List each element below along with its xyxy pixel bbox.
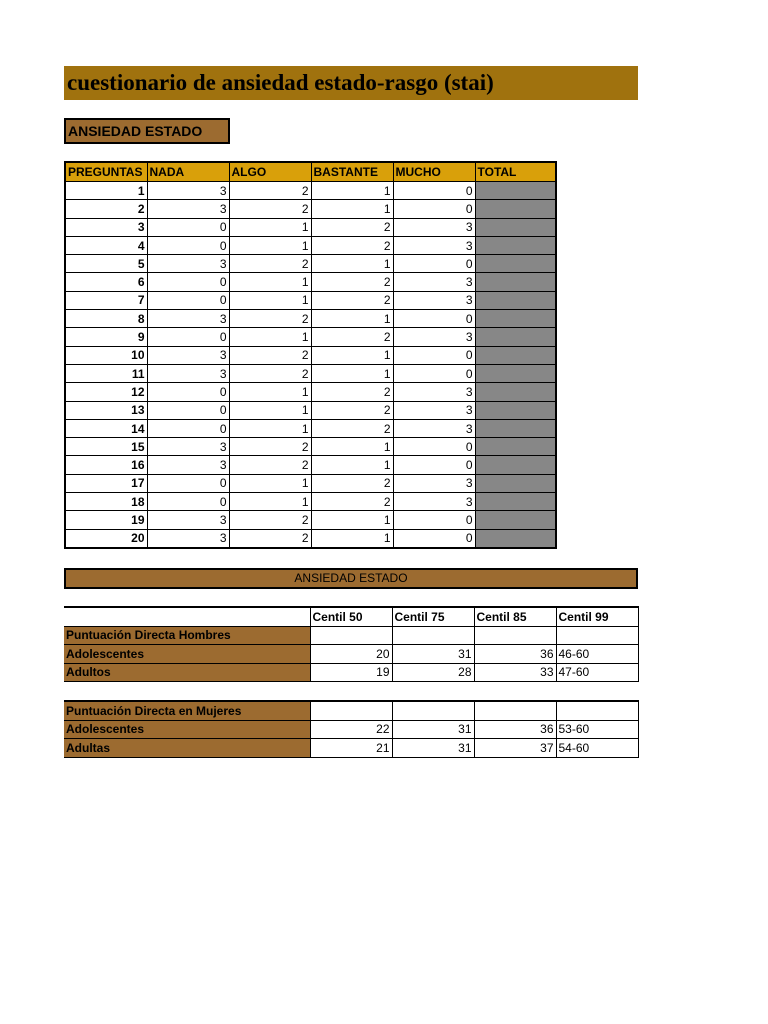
algo-cell: 2 [229, 255, 311, 273]
range-cell: 54-60 [556, 739, 638, 758]
bastante-cell: 1 [311, 529, 393, 548]
mucho-cell: 0 [393, 310, 475, 328]
hombres-adolescentes-row [64, 645, 638, 664]
question-row [65, 401, 556, 419]
header-total: TOTAL [475, 162, 556, 182]
algo-cell: 1 [229, 401, 311, 419]
total-cell[interactable] [475, 346, 556, 364]
mucho-cell: 0 [393, 255, 475, 273]
algo-cell: 2 [229, 364, 311, 382]
algo-cell: 2 [229, 529, 311, 548]
total-cell[interactable] [475, 364, 556, 382]
bastante-cell: 2 [311, 401, 393, 419]
total-cell[interactable] [475, 438, 556, 456]
bastante-cell: 1 [311, 456, 393, 474]
bastante-cell: 1 [311, 200, 393, 218]
total-cell[interactable] [475, 291, 556, 309]
question-row [65, 328, 556, 346]
mujeres-adultas-row [64, 739, 638, 758]
value-cell: 31 [392, 720, 474, 739]
empty-cell [310, 626, 392, 645]
nada-cell: 3 [147, 255, 229, 273]
mucho-cell: 3 [393, 218, 475, 236]
bastante-cell: 2 [311, 493, 393, 511]
mucho-cell: 3 [393, 236, 475, 254]
value-cell: 36 [474, 720, 556, 739]
empty-cell [556, 701, 638, 720]
mujeres-label-row [64, 701, 638, 720]
algo-cell: 2 [229, 511, 311, 529]
nada-cell: 3 [147, 364, 229, 382]
hombres-adultos-row [64, 663, 638, 682]
bastante-cell: 2 [311, 218, 393, 236]
algo-cell: 1 [229, 218, 311, 236]
algo-cell: 1 [229, 328, 311, 346]
pregunta-cell: 9 [65, 328, 147, 346]
nada-cell: 0 [147, 273, 229, 291]
pregunta-cell: 13 [65, 401, 147, 419]
pregunta-cell: 4 [65, 236, 147, 254]
nada-cell: 3 [147, 182, 229, 200]
bastante-cell: 1 [311, 310, 393, 328]
mucho-cell: 0 [393, 438, 475, 456]
total-cell[interactable] [475, 493, 556, 511]
total-cell[interactable] [475, 529, 556, 548]
algo-cell: 1 [229, 419, 311, 437]
question-row [65, 346, 556, 364]
header-bastante: BASTANTE [311, 162, 393, 182]
bastante-cell: 2 [311, 291, 393, 309]
empty-cell [64, 607, 310, 626]
header-preguntas: PREGUNTAS [65, 162, 147, 182]
nada-cell: 3 [147, 346, 229, 364]
pregunta-cell: 3 [65, 218, 147, 236]
algo-cell: 2 [229, 182, 311, 200]
mucho-cell: 3 [393, 474, 475, 492]
algo-cell: 1 [229, 273, 311, 291]
mujeres-adolescentes-row [64, 720, 638, 739]
question-row [65, 273, 556, 291]
empty-cell [310, 701, 392, 720]
bastante-cell: 1 [311, 511, 393, 529]
row-label: Adultos [64, 663, 310, 682]
bastante-cell: 2 [311, 236, 393, 254]
pregunta-cell: 14 [65, 419, 147, 437]
total-cell[interactable] [475, 200, 556, 218]
question-row [65, 182, 556, 200]
nada-cell: 0 [147, 291, 229, 309]
total-cell[interactable] [475, 255, 556, 273]
value-cell: 28 [392, 663, 474, 682]
mucho-cell: 0 [393, 511, 475, 529]
pregunta-cell: 19 [65, 511, 147, 529]
algo-cell: 1 [229, 291, 311, 309]
mucho-cell: 3 [393, 383, 475, 401]
mucho-cell: 0 [393, 529, 475, 548]
mucho-cell: 0 [393, 364, 475, 382]
range-cell: 46-60 [556, 645, 638, 664]
value-cell: 21 [310, 739, 392, 758]
algo-cell: 1 [229, 493, 311, 511]
question-row [65, 383, 556, 401]
pregunta-cell: 15 [65, 438, 147, 456]
nada-cell: 3 [147, 438, 229, 456]
total-cell[interactable] [475, 236, 556, 254]
mucho-cell: 3 [393, 273, 475, 291]
value-cell: 31 [392, 739, 474, 758]
questions-header-row [65, 162, 556, 182]
value-cell: 22 [310, 720, 392, 739]
bastante-cell: 1 [311, 346, 393, 364]
row-label: Adultas [64, 739, 310, 758]
nada-cell: 3 [147, 310, 229, 328]
empty-cell [556, 626, 638, 645]
question-row [65, 438, 556, 456]
percentile-header-row [64, 607, 638, 626]
sheet-title: cuestionario de ansiedad estado-rasgo (stai) [64, 66, 638, 100]
empty-cell [474, 701, 556, 720]
section-title-ansiedad-estado: ANSIEDAD ESTADO [64, 118, 230, 144]
bastante-cell: 1 [311, 255, 393, 273]
pregunta-cell: 10 [65, 346, 147, 364]
bastante-cell: 2 [311, 328, 393, 346]
value-cell: 37 [474, 739, 556, 758]
pregunta-cell: 12 [65, 383, 147, 401]
question-row [65, 364, 556, 382]
mucho-cell: 3 [393, 419, 475, 437]
total-cell[interactable] [475, 474, 556, 492]
value-cell: 33 [474, 663, 556, 682]
question-row [65, 419, 556, 437]
total-cell[interactable] [475, 328, 556, 346]
algo-cell: 1 [229, 236, 311, 254]
nada-cell: 0 [147, 383, 229, 401]
row-label: Adolescentes [64, 645, 310, 664]
pregunta-cell: 2 [65, 200, 147, 218]
bastante-cell: 2 [311, 383, 393, 401]
mujeres-percentile-table [64, 700, 639, 758]
pregunta-cell: 18 [65, 493, 147, 511]
value-cell: 20 [310, 645, 392, 664]
nada-cell: 3 [147, 511, 229, 529]
total-cell[interactable] [475, 456, 556, 474]
pregunta-cell: 6 [65, 273, 147, 291]
question-row [65, 255, 556, 273]
empty-cell [392, 701, 474, 720]
empty-cell [474, 626, 556, 645]
total-cell[interactable] [475, 182, 556, 200]
nada-cell: 3 [147, 200, 229, 218]
question-row [65, 236, 556, 254]
pregunta-cell: 16 [65, 456, 147, 474]
bastante-cell: 2 [311, 419, 393, 437]
header-centil-50: Centil 50 [310, 607, 392, 626]
questions-table [64, 161, 557, 549]
question-row [65, 474, 556, 492]
header-mucho: MUCHO [393, 162, 475, 182]
hombres-percentile-table [64, 606, 639, 682]
pregunta-cell: 7 [65, 291, 147, 309]
header-centil-85: Centil 85 [474, 607, 556, 626]
value-cell: 36 [474, 645, 556, 664]
total-cell[interactable] [475, 383, 556, 401]
value-cell: 31 [392, 645, 474, 664]
question-row [65, 493, 556, 511]
mucho-cell: 0 [393, 346, 475, 364]
bastante-cell: 1 [311, 364, 393, 382]
pregunta-cell: 11 [65, 364, 147, 382]
question-row [65, 529, 556, 548]
question-row [65, 511, 556, 529]
pregunta-cell: 5 [65, 255, 147, 273]
algo-cell: 1 [229, 383, 311, 401]
nada-cell: 0 [147, 236, 229, 254]
total-cell[interactable] [475, 401, 556, 419]
empty-cell [392, 626, 474, 645]
algo-cell: 1 [229, 474, 311, 492]
header-algo: ALGO [229, 162, 311, 182]
pregunta-cell: 20 [65, 529, 147, 548]
question-row [65, 218, 556, 236]
bastante-cell: 1 [311, 438, 393, 456]
mucho-cell: 3 [393, 291, 475, 309]
question-row [65, 291, 556, 309]
algo-cell: 2 [229, 310, 311, 328]
total-cell[interactable] [475, 273, 556, 291]
mucho-cell: 3 [393, 493, 475, 511]
nada-cell: 0 [147, 328, 229, 346]
mucho-cell: 0 [393, 200, 475, 218]
results-section-header: ANSIEDAD ESTADO [64, 568, 638, 589]
mucho-cell: 0 [393, 456, 475, 474]
header-centil-75: Centil 75 [392, 607, 474, 626]
total-cell[interactable] [475, 419, 556, 437]
mujeres-label: Puntuación Directa en Mujeres [64, 701, 310, 720]
nada-cell: 0 [147, 419, 229, 437]
pregunta-cell: 1 [65, 182, 147, 200]
row-label: Adolescentes [64, 720, 310, 739]
algo-cell: 2 [229, 456, 311, 474]
value-cell: 19 [310, 663, 392, 682]
question-row [65, 310, 556, 328]
mucho-cell: 0 [393, 182, 475, 200]
total-cell[interactable] [475, 218, 556, 236]
nada-cell: 0 [147, 493, 229, 511]
question-row [65, 456, 556, 474]
nada-cell: 0 [147, 474, 229, 492]
nada-cell: 0 [147, 218, 229, 236]
nada-cell: 3 [147, 456, 229, 474]
total-cell[interactable] [475, 511, 556, 529]
algo-cell: 2 [229, 346, 311, 364]
header-nada: NADA [147, 162, 229, 182]
bastante-cell: 2 [311, 273, 393, 291]
nada-cell: 0 [147, 401, 229, 419]
mucho-cell: 3 [393, 328, 475, 346]
total-cell[interactable] [475, 310, 556, 328]
bastante-cell: 1 [311, 182, 393, 200]
range-cell: 47-60 [556, 663, 638, 682]
algo-cell: 2 [229, 200, 311, 218]
hombres-label-row [64, 626, 638, 645]
mucho-cell: 3 [393, 401, 475, 419]
nada-cell: 3 [147, 529, 229, 548]
hombres-label: Puntuación Directa Hombres [64, 626, 310, 645]
pregunta-cell: 8 [65, 310, 147, 328]
header-centil-99: Centil 99 [556, 607, 638, 626]
pregunta-cell: 17 [65, 474, 147, 492]
question-row [65, 200, 556, 218]
bastante-cell: 2 [311, 474, 393, 492]
range-cell: 53-60 [556, 720, 638, 739]
algo-cell: 2 [229, 438, 311, 456]
